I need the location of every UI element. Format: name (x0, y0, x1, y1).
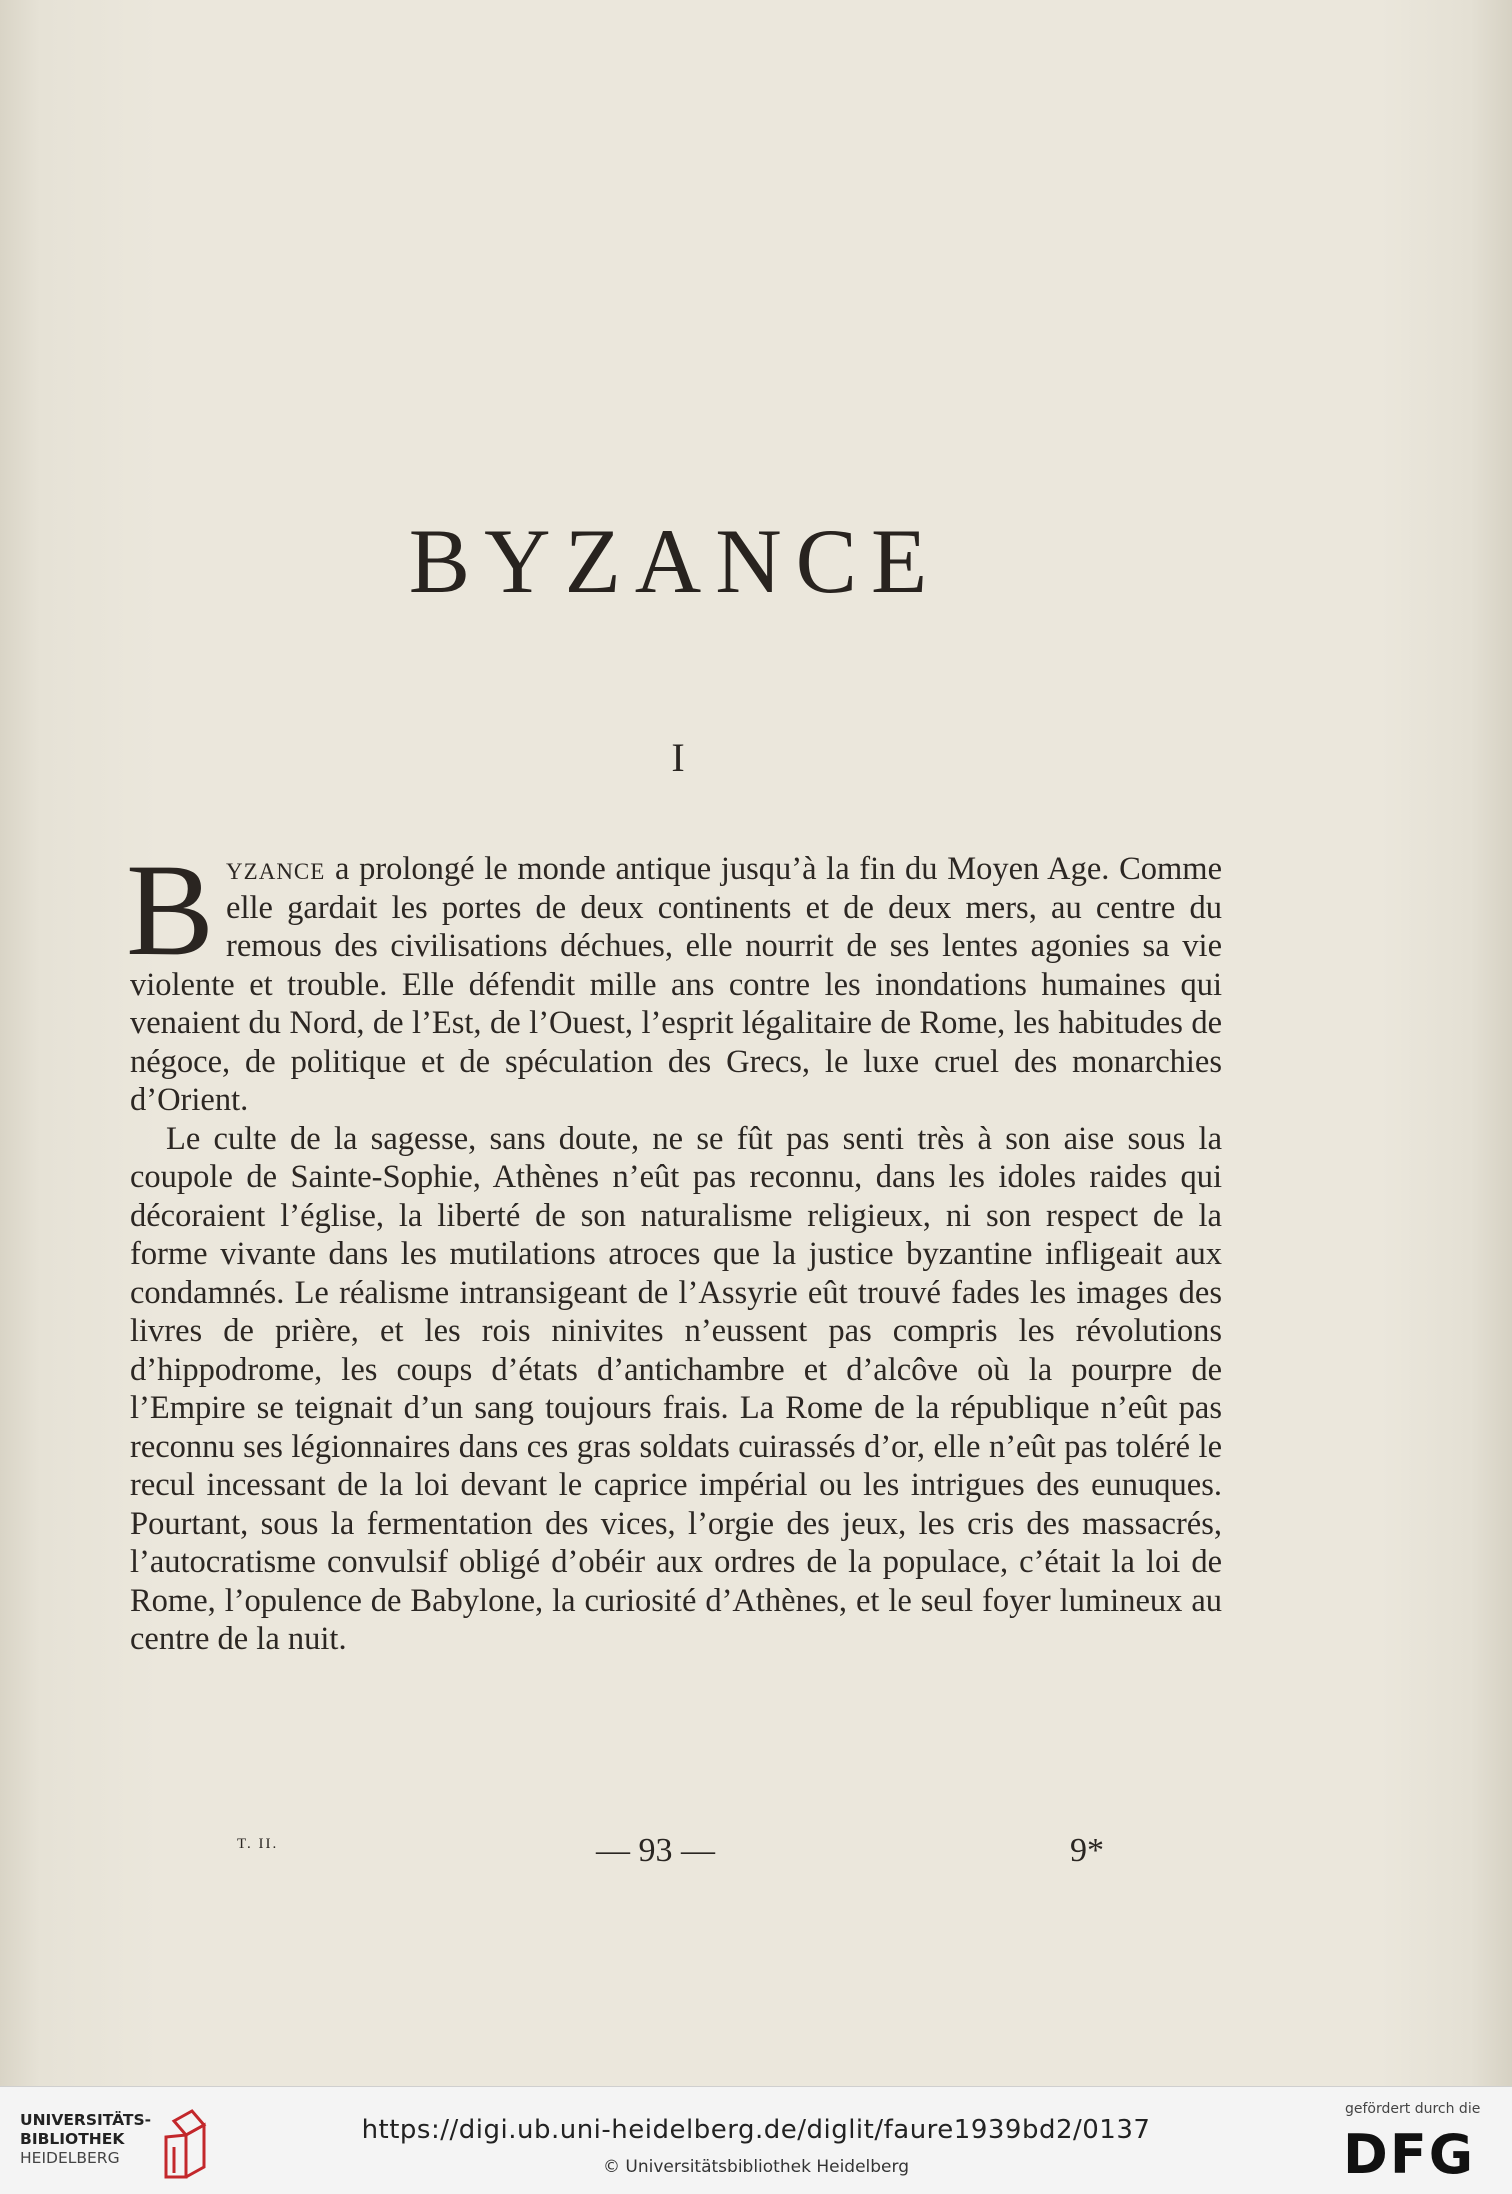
paragraph-1-text: a prolongé le monde antique jusqu’à la fin du Moyen Age. Comme elle gardait les portes de deux continents et de deux mers, au centre du remous des civilisations déchues, elle nourrit de ses lentes agonies sa vie violente et trouble. Elle défendit mille ans contre les inondations humaines qui venaient du Nord, de l’Est, de l’Ouest, l’esprit légalitaire de Rome, les habitudes de négoce, de politique et de spéculation des Grecs, le luxe cruel des monarchies d’Orient. (130, 851, 1222, 1118)
first-word-smallcaps: yzance (226, 851, 326, 887)
funding-note: gefördert durch die (1345, 2101, 1481, 2117)
library-name-line-2: BIBLIOTHEK (20, 2130, 125, 2148)
viewer-footer-bar (0, 2086, 1512, 2194)
dfg-logo-icon[interactable] (1343, 2123, 1489, 2179)
volume-mark: T. II. (237, 1836, 279, 1852)
body-text (126, 836, 1222, 1659)
dfg-logo-text: DFG (1343, 2123, 1476, 2179)
page-number: — 93 — (596, 1832, 715, 1869)
copyright-notice: © Universitätsbibliothek Heidelberg (602, 2157, 909, 2177)
paragraph-2: Le culte de la sagesse, sans doute, ne se fût pas senti très à son aise sous la coupole de Sainte-Sophie, Athènes n’eût pas reconnu, dans les idoles raides qui décoraient l’église, la liberté de son naturalisme religieux, ni son respect de la forme vivante dans les mutilations atroces que la justice byzantine infligeait aux condamnés. Le réalisme intransigeant de l’Assyrie eût trouvé fades les images des livres de prière, et les rois ninivites n’eussent pas compris les révolutions d’hippodrome, les coups d’états d’antichambre et d’alcôve où la pourpre de l’Empire se teignait d’un sang toujours frais. La Rome de la république n’eût pas reconnu ses légionnaires dans ces gras soldats cuirassés d’or, elle n’eût pas toléré le recul incessant de la loi devant le caprice impérial ou les intrigues des eunuques. Pourtant, sous la fermentation des vices, l’orgie des jeux, les cris des massacrés, l’autocratisme convulsif obligé d’obéir aux ordres de la populace, c’était la loi de Rome, l’opulence de Babylone, la curiosité d’Athènes, et le seul foyer lumineux au centre de la nuit. (130, 1120, 1222, 1657)
section-number: I (671, 735, 685, 780)
drop-cap: B (126, 836, 215, 983)
signature-mark: 9* (1070, 1832, 1104, 1869)
paragraph-1 (126, 836, 1222, 1120)
chapter-title: BYZANCE (408, 510, 942, 612)
permalink-url[interactable]: https://digi.ub.uni-heidelberg.de/diglit/faure1939bd2/0137 (361, 2115, 1151, 2145)
library-name-line-1: UNIVERSITÄTS- (20, 2111, 152, 2129)
library-name-line-3: HEIDELBERG (20, 2149, 120, 2167)
